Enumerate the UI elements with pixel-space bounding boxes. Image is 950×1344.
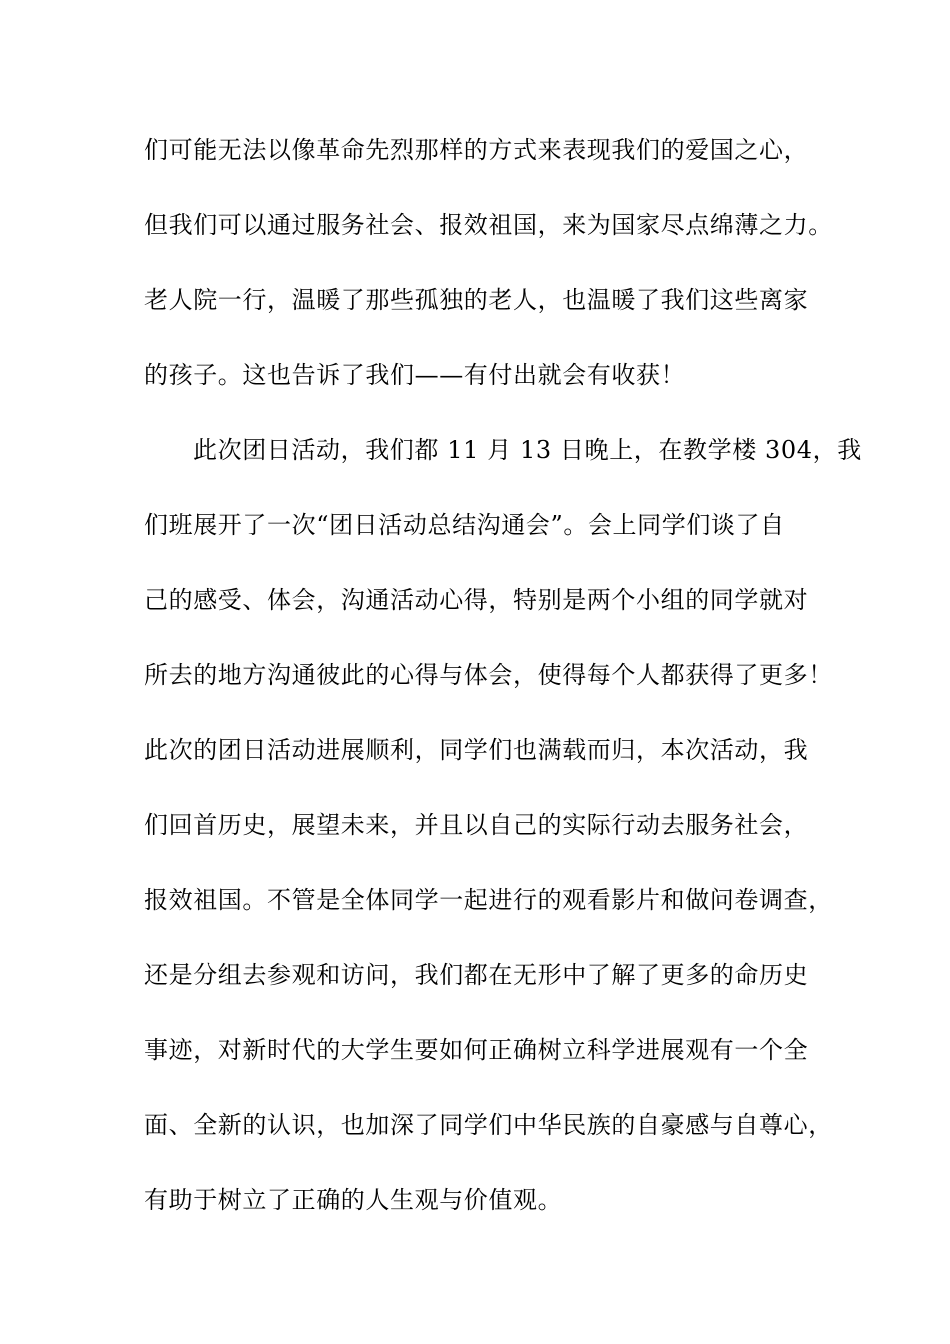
text-line: 面、全新的认识，也加深了同学们中华民族的自豪感与自尊心，	[144, 1111, 833, 1139]
text-line: 事迹，对新时代的大学生要如何正确树立科学进展观有一个全	[144, 1036, 809, 1064]
text-line: 此次的团日活动进展顺利，同学们也满载而归，本次活动，我	[144, 736, 809, 764]
text-line: 的孩子。这也告诉了我们——有付出就会有收获！	[144, 361, 686, 389]
text-line: 们班展开了一次“团日活动总结沟通会”。会上同学们谈了自	[144, 511, 785, 539]
text-line: 有助于树立了正确的人生观与价值观。	[144, 1186, 563, 1214]
text-line: 们可能无法以像革命先烈那样的方式来表现我们的爱国之心，	[144, 136, 809, 164]
text-line: 所去的地方沟通彼此的心得与体会，使得每个人都获得了更多！	[144, 661, 833, 689]
text-line: 们回首历史，展望未来，并且以自己的实际行动去服务社会，	[144, 811, 809, 839]
paragraph-start-line: 此次团日活动，我们都 11 月 13 日晚上，在教学楼 304，我	[193, 436, 862, 464]
text-line: 还是分组去参观和访问，我们都在无形中了解了更多的命历史	[144, 961, 809, 989]
text-line: 但我们可以通过服务社会、报效祖国，来为国家尽点绵薄之力。	[144, 211, 833, 239]
text-line: 己的感受、体会，沟通活动心得，特别是两个小组的同学就对	[144, 586, 809, 614]
text-line: 老人院一行，温暖了那些孤独的老人，也温暖了我们这些离家	[144, 286, 809, 314]
text-line: 报效祖国。不管是全体同学一起进行的观看影片和做问卷调查，	[144, 886, 833, 914]
